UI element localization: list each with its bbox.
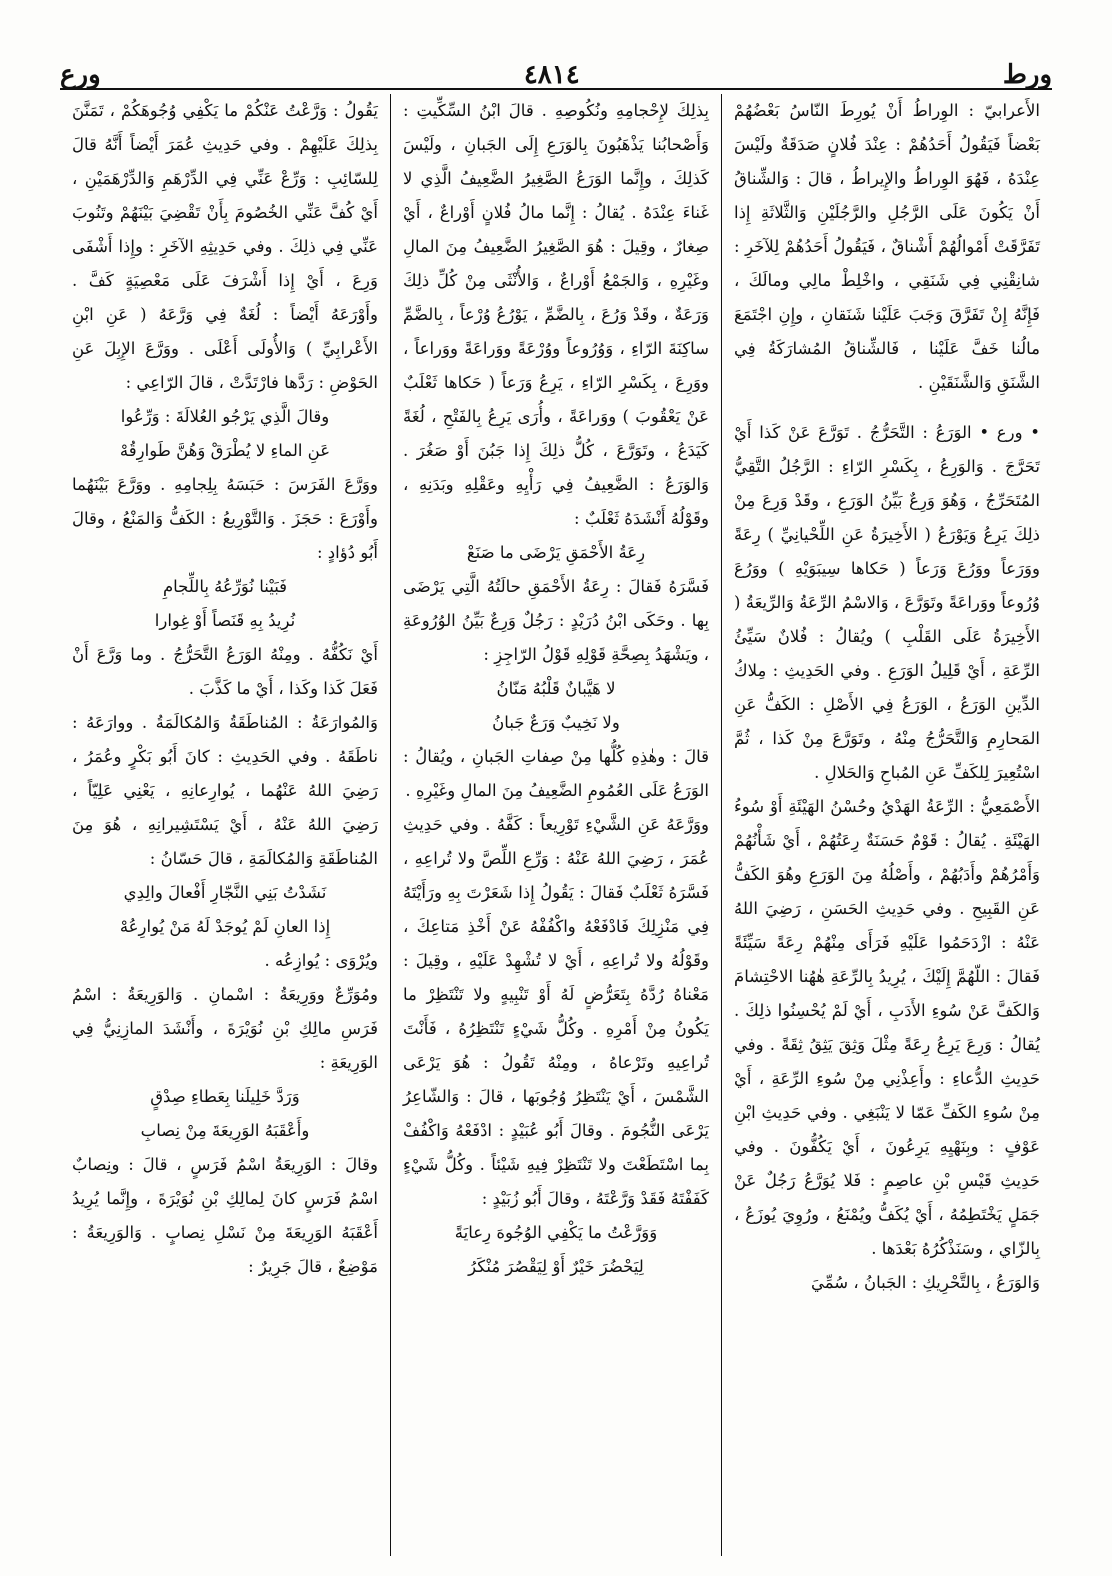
verse-line: رِعَةُ الأَحْمَقِ يَرْضَى ما صَنَعْ	[466, 543, 646, 562]
verse-line: فَبَيْنا نُوَرِّعُهُ بِاللِّجامِ	[162, 577, 288, 596]
header-rule	[60, 88, 1052, 90]
paragraph: ومُوَرِّعٌ ووَرِيعَةُ : اسْمانِ . وَالوَرِيعَةُ : اسْمُ فَرَسِ مالِكِ بْنِ نُوَيْرَةَ ، وأَنْشَدَ المازِنِيُّ فِي الوَرِيعَةِ :	[72, 985, 378, 1072]
verse-line: نُرِيدُ بِهِ قَنَصاً أَوْ غِوارا	[154, 611, 296, 630]
paragraph: وَالمُوارَعَةُ : المُناطَقَةُ وَالمُكالَمَةُ . ووارَعَهُ : ناطَقَهُ . وفي الحَدِيثِ : كانَ أَبُو بَكْرٍ وعُمَرُ ، رَضِيَ اللهُ عَنْهُما ، يُوارِعانِهِ ، يَعْنِي عَلِيّاً ، رَضِيَ اللهُ عَنْهُ ، أَيْ يَسْتَشِيرانِهِ ، هُوَ مِنَ المُناطَقَةِ وَالمُكالَمَةِ ، قالَ حَسّانُ :	[72, 713, 378, 868]
verse-line: نَشَدْتُ بَنِي النَّجّارِ أَفْعالَ والِدِي	[123, 883, 327, 902]
text-columns	[60, 94, 1052, 1556]
right-headword: ورط	[1002, 60, 1052, 90]
column-left	[60, 94, 391, 1556]
verse-line: ولا نَخِيبٌ وَرَعٌ جَبانُ	[492, 713, 620, 732]
paragraph: وقالَ : الوَرِيعَةُ اسْمُ فَرَسٍ ، قالَ : ونِصابٌ اسْمُ فَرَسٍ كانَ لِمالِكِ بْنِ نُوَيْرَةَ ، وإِنَّما يُرِيدُ أَعْقَبَهُ الوَرِيعَةَ مِنْ نَسْلِ نِصابٍ . وَالوَرِيعَةُ : مَوْضِعٌ ، قالَ جَرِيرٌ :	[72, 1155, 378, 1276]
verse-line: لِيَحْضُرَ خَيْرٌ أَوْ لِيَقْصُرَ مُنْكَرُ	[468, 1257, 644, 1276]
paragraph: قالَ : وهٰذِهِ كُلُّها مِنْ صِفاتِ الجَبانِ ، ويُقالُ : الوَرَعُ عَلَى العُمُومِ الضَّعِيفُ مِنَ المالِ وغَيْرِهِ .	[403, 747, 709, 800]
entry-paragraph: • ورع • الوَرَعُ : التَّحَرُّجُ . تَوَرَّعَ عَنْ كَذا أَيْ تَحَرَّجَ . وَالوَرِعُ ، بِكَسْرِ الرّاءِ : الرَّجُلُ التَّقِيُّ المُتَحَرِّجُ ، وَهُوَ وَرِعٌ بَيِّنُ الوَرَعِ ، وقَدْ وَرِعَ مِنْ ذلِكَ يَرِعُ وَيَوْرَعُ ( الأَخِيرَةُ عَنِ اللِّحْيانِيِّ ) رِعَةً ووَرَعاً ووَرُعَ وَرَعاً ( حَكاها سِيبَوَيْهِ ) ووَرُعَ وُرُوعاً ووَراعَةً وتَوَرَّعَ ، وَالاسْمُ الرِّعَةُ وَالرِّيعَةُ ( الأَخِيرَةُ عَلَى القَلْبِ ) ويُقالُ : فُلانٌ سَيِّئُ الرِّعَةِ ، أَيْ قَلِيلُ الوَرَعِ . وفي الحَدِيثِ : مِلاكُ الدِّينِ الوَرَعُ ، الوَرَعُ فِي الأَصْلِ : الكَفُّ عَنِ المَحارِمِ وَالتَّحَرُّجُ مِنْهُ ، وتَوَرَّعَ مِنْ كَذا ، ثُمَّ اسْتُعِيرَ لِلكَفِّ عَنِ المُباحِ وَالحَلالِ .	[734, 423, 1040, 782]
verse-line: عَنِ الماءِ لا يُطْرَقْ وَهُنَّ طَوارِقُهْ	[119, 441, 331, 460]
paragraph: وَالوَرَعُ ، بِالتَّحْرِيكِ : الجَبانُ ، سُمِّيَ	[811, 1273, 1040, 1292]
page-header	[60, 40, 1052, 90]
verse-line: وقالَ الَّذِي يَرْجُو العُلالَةَ : وَرِّعُوا	[120, 407, 330, 426]
verse-line: وَرَدَّ خَلِيلَنا بِعَطاءِ صِدْقٍ	[150, 1087, 300, 1106]
paragraph: الأَصْمَعِيُّ : الرِّعَةُ الهَدْيُ وحُسْنُ الهَيْئَةِ أَوْ سُوءُ الهَيْئَةِ . يُقالُ : قَوْمٌ حَسَنَةٌ رِعَتُهُمْ ، أَيْ شَأْنُهُمْ وَأَمْرُهُمْ وأَدَبُهُمْ ، وأَصْلُهُ مِنَ الوَرَعِ وهُوَ الكَفُّ عَنِ القَبِيحِ . وفي حَدِيثِ الحَسَنِ ، رَضِيَ اللهُ عَنْهُ : ازْدَحَمُوا عَلَيْهِ فَرَأَى مِنْهُمْ رِعَةً سَيِّئَةً فَقالَ : اللّهُمَّ إِلَيْكَ ، يُرِيدُ بِالرِّعَةِ هٰهُنا الاحْتِشامَ وَالكَفَّ عَنْ سُوءِ الأَدَبِ ، أَيْ لَمْ يُحْسِنُوا ذلِكَ . يُقالُ : وَرِعَ يَرِعُ رِعَةً مِثْلَ وَثِقَ يَثِقُ ثِقَةً . وفي حَدِيثِ الدُّعاءِ : وأَعِذْنِي مِنْ سُوءِ الرِّعَةِ ، أَيْ مِنْ سُوءِ الكَفِّ عَمّا لا يَنْبَغِي . وفي حَدِيثِ ابْنِ عَوْفٍ : وبِنَهْيِهِ يَرِعُونَ ، أَيْ يَكُفُّونَ . وفي حَدِيثِ قَيْسِ بْنِ عاصِمٍ : فَلا يُوَرَّعُ رَجُلٌ عَنْ جَمَلٍ يَخْتَطِمُهُ ، أَيْ يُكَفُّ ويُمْنَعُ ، ورُوِيَ يُوزَعُ ، بِالزّاي ، وسَنَذْكُرُهُ بَعْدَها .	[734, 797, 1040, 1258]
paragraph: ووَرَّعَهُ عَنِ الشَّيْءِ تَوْرِيعاً : كَفَّهُ . وفي حَدِيثِ عُمَرَ ، رَضِيَ اللهُ عَنْهُ : وَرِّعِ اللِّصَّ ولا تُراعِهِ ، فَسَّرَهُ ثَعْلَبٌ فَقالَ : يَقُولُ إِذا شَعَرْتَ بِهِ ورَأَيْتَهُ فِي مَنْزِلِكَ فَادْفَعْهُ واكْفُفْهُ عَنْ أَخْذِ مَتاعِكَ ، وقَوْلُهُ ولا تُراعِهِ ، أَيْ لا تُشْهِدْ عَلَيْهِ ، وقِيلَ : مَعْناهُ رُدَّهُ بِتَعَرُّضٍ لَهُ أَوْ تَنْبِيهٍ ولا تَنْتَظِرْ ما يَكُونُ مِنْ أَمْرِهِ . وكُلُّ شَيْءٍ تَنْتَظِرُهُ ، فَأَنْتَ تُراعِيهِ وتَرْعاهُ ، ومِنْهُ تَقُولُ : هُوَ يَرْعَى الشَّمْسَ ، أَيْ يَنْتَظِرُ وُجُوبَها ، قالَ : وَالشّاعِرُ يَرْعَى النُّجُومَ . وقالَ أَبُو عُبَيْدٍ : ادْفَعْهُ وَاكْفُفْ بِما اسْتَطَعْتَ ولا تَنْتَظِرْ فِيهِ شَيْئاً . وكُلُّ شَيْءٍ كَفَفْتَهُ فَقَدْ وَرَّعْتَهُ ، وقالَ أَبُو زُبَيْدٍ :	[403, 815, 709, 1208]
paragraph: ويُرْوَى : يُوازِعُه .	[264, 951, 378, 970]
column-middle	[391, 94, 722, 1556]
verse-line: إِذا العانِ لَمْ يُوجَدْ لَهُ مَنْ يُوارِعُهْ	[119, 917, 331, 936]
verse-line: وَوَرَّعْتُ ما يَكْفِي الوُجُوهَ رِعايَةً	[454, 1223, 658, 1242]
paragraph: أَيْ نَكُفُّهُ . ومِنْهُ الوَرَعُ التَّحَرُّجُ . وما وَرَّعَ أَنْ فَعَلَ كَذا وكَذا ، أَيْ ما كَذَّبَ .	[72, 645, 378, 698]
left-headword: ورع	[60, 60, 101, 90]
paragraph: الأَعرابيّ : الوِراطُ أَنْ يُورِطَ النّاسُ بَعْضُهُمْ بَعْضاً فَيَقُولُ أَحَدُهُمْ : عِنْدَ فُلانٍ صَدَقَةٌ ولَيْسَ عِنْدَهُ ، فَهُوَ الوِراطُ والإِيراطُ ، قالَ : وَالشِّناقُ أَنْ يَكُونَ عَلَى الرَّجُلِ والرَّجُلَيْنِ وَالثَّلاثَةِ إِذا تَفَرَّقَتْ أَمْوالُهُمْ أَشْناقٌ ، فَيَقُولُ أَحَدُهُمْ لِلآخَرِ : شانِقْنِي فِي شَنَقِي ، واخْلِطْ مالِي ومالَكَ ، فَإِنَّهُ إِنْ تَفَرَّقَ وَجَبَ عَلَيْنا شَنَقانِ ، وإِنِ اجْتَمَعَ مالُنا خَفَّ عَلَيْنا ، فَالشِّناقُ المُشارَكَةُ فِي الشَّنَقِ وَالشَّنَقَيْنِ .	[734, 101, 1040, 392]
paragraph: يَقُولُ : وَرَّعْتُ عَنْكُمْ ما يَكْفِي وُجُوهَكُمْ ، تَمَنَّنَ بِذلِكَ عَلَيْهِمْ . وفي حَدِيثِ عُمَرَ أَيْضاً أَنَّهُ قالَ لِلسّائِبِ : وَرِّعْ عَنِّي فِي الدِّرْهَمِ وَالدِّرْهَمَيْنِ ، أَيْ كُفَّ عَنِّي الخُصُومَ بِأَنْ تَقْضِيَ بَيْنَهُمْ وتَنُوبَ عَنِّي فِي ذلِكَ . وفي حَدِيثِهِ الآخَرِ : وإِذا أَشْفَى وَرِعَ ، أَيْ إِذا أَشْرَفَ عَلَى مَعْصِيَةٍ كَفَّ . وأَوْرَعَهُ أَيْضاً : لُغَةٌ فِي وَرَّعَهُ ( عَنِ ابْنِ الأَعْرابِيِّ ) وَالأُولَى أَعْلَى . ووَرَّعَ الإِبِلَ عَنِ الحَوْضِ : رَدَّها فارْتَدَّتْ ، قالَ الرّاعِي :	[72, 101, 378, 392]
verse-line: لا هَيَّبانٌ قَلْبُهُ مَنّانُ	[496, 679, 616, 698]
column-right	[722, 94, 1052, 1556]
verse-line: وأَعْقَبَهُ الوَرِيعَةَ مِنْ نِصابِ	[140, 1121, 310, 1140]
paragraph: بِذلِكَ لإِحْجامِهِ ونُكُوصِهِ . قالَ ابْنُ السِّكِّيتِ : وَأَصْحابُنا يَذْهَبُونَ بِالوَرَعِ إِلَى الجَبانِ ، ولَيْسَ كَذلِكَ ، وإِنَّما الوَرَعُ الصَّغِيرُ الضَّعِيفُ الَّذِي لا غَناءَ عِنْدَهُ . يُقالُ : إِنَّما مالُ فُلانٍ أَوْراعٌ ، أَيْ صِغارٌ ، وقِيلَ : هُوَ الصَّغِيرُ الضَّعِيفُ مِنَ المالِ وغَيْرِهِ ، وَالجَمْعُ أَوْراعٌ ، وَالأُنْثَى مِنْ كُلِّ ذلِكَ وَرَعَةٌ ، وقَدْ وَرُعَ ، بِالضَّمِّ ، يَوْرُعُ وُرْعاً ، بِالضَّمِّ ساكِنَةَ الرّاءِ ، وَوُرُوعاً ووُرْعَةً ووَراعَةً ووَراعاً ، ووَرِعَ ، بِكَسْرِ الرّاءِ ، يَرِعُ وَرَعاً ( حَكاها ثَعْلَبٌ عَنْ يَعْقُوبَ ) ووَراعَةً ، وأُرَى يَرِعُ بِالفَتْحِ ، لُغَةً كَيَدَعُ ، وتَوَرَّعَ ، كُلُّ ذلِكَ إِذا جَبُنَ أَوْ صَغُرَ . وَالوَرَعُ : الضَّعِيفُ فِي رَأْيِهِ وعَقْلِهِ وبَدَنِهِ ، وقَوْلُهُ أَنْشَدَهُ ثَعْلَبٌ :	[403, 101, 709, 528]
paragraph: فَسَّرَهُ فَقالَ : رِعَةُ الأَحْمَقِ حالَتُهُ الَّتِي يَرْضَى بِها . وحَكَى ابْنُ دُرَيْدٍ : رَجُلٌ وَرِعٌ بَيِّنُ الوُرُوعَةِ ، ويَشْهَدُ بِصِحَّةِ قَوْلِهِ قَوْلُ الرّاجِزِ :	[403, 577, 709, 664]
page-number: ٤٨١٤	[523, 60, 580, 90]
paragraph: ووَرَّعَ الفَرَسَ : حَبَسَهُ بِلِجامِهِ . ووَرَّعَ بَيْنَهُما وأَوْرَعَ : حَجَزَ . وَالتَّوْرِيعُ : الكَفُّ وَالمَنْعُ ، وقالَ أَبُو دُؤادٍ :	[72, 475, 378, 562]
